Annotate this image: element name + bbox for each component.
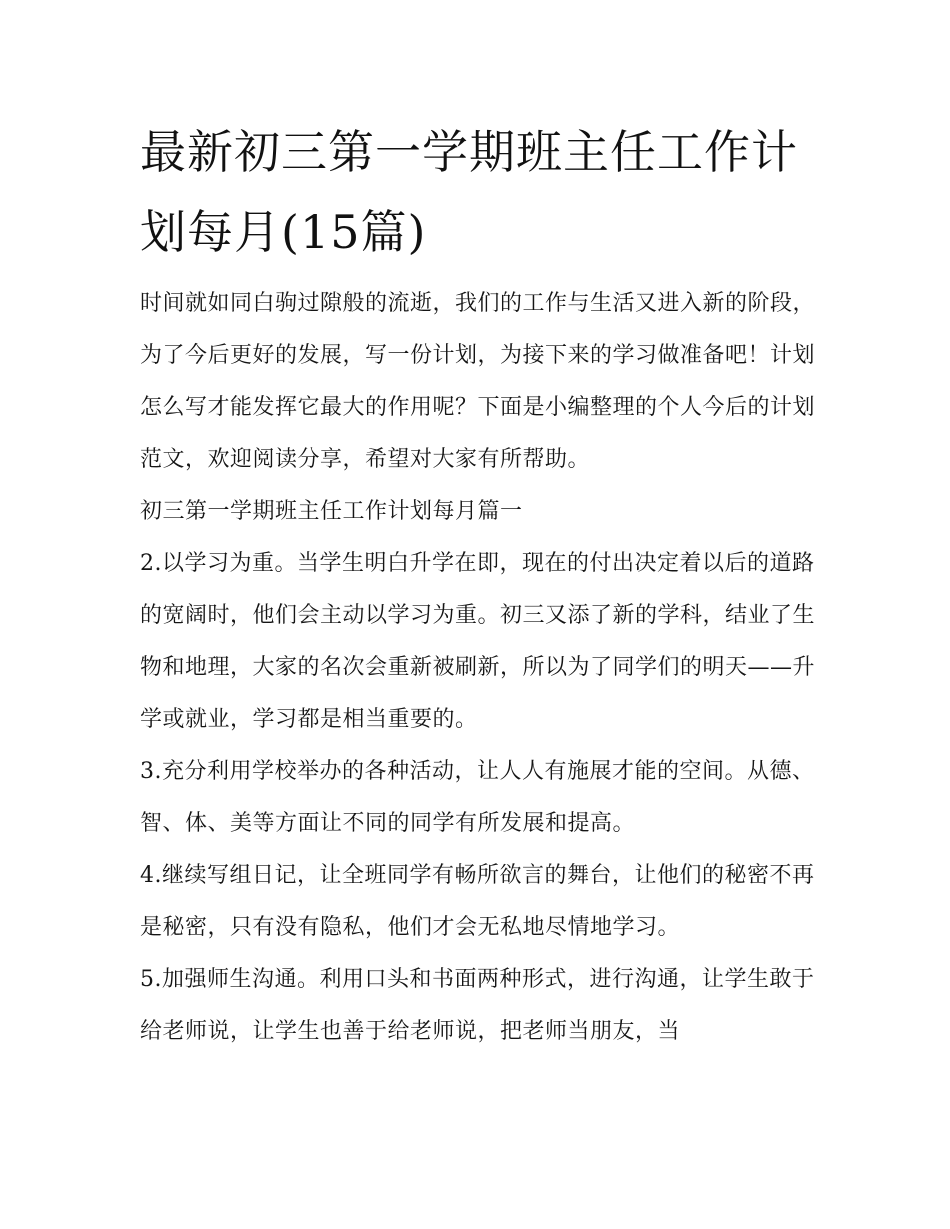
document-body [140, 278, 820, 1058]
list-item-2: 2.以学习为重。当学生明白升学在即，现在的付出决定着以后的道路的宽阔时，他们会主动以学习为重。初三又添了新的学科，结业了生物和地理，大家的名次会重新被刷新，所以为了同学们的明天——升学或就业，学习都是相当重要的。 [140, 551, 816, 732]
section-heading: 初三第一学期班主任工作计划每月篇一 [140, 499, 523, 524]
list-item-4: 4.继续写组日记，让全班同学有畅所欲言的舞台，让他们的秘密不再是秘密，只有没有隐私，他们才会无私地尽情地学习。 [140, 863, 815, 940]
list-item-5: 5.加强师生沟通。利用口头和书面两种形式，进行沟通，让学生敢于给老师说，让学生也善于给老师说，把老师当朋友，当 [140, 967, 815, 1044]
document-title: 最新初三第一学期班主任工作计划每月(15篇) [140, 125, 798, 259]
list-item-3: 3.充分利用学校举办的各种活动，让人人有施展才能的空间。从德、智、体、美等方面让不同的同学有所发展和提高。 [140, 759, 815, 836]
intro-paragraph: 时间就如同白驹过隙般的流逝，我们的工作与生活又进入新的阶段，为了今后更好的发展，写一份计划，为接下来的学习做准备吧！计划怎么写才能发挥它最大的作用呢？下面是小编整理的个人今后的计划范文，欢迎阅读分享，希望对大家有所帮助。 [140, 291, 816, 472]
